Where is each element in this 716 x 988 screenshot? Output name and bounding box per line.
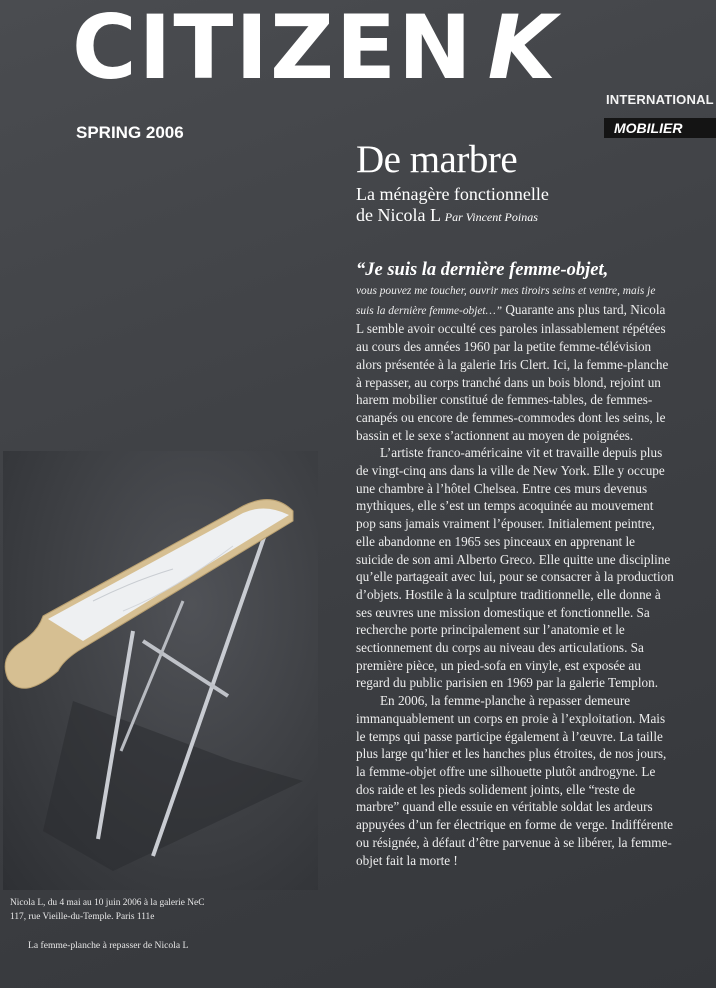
caption-line-1: Nicola L, du 4 mai au 10 juin 2006 à la galerie NeC: [10, 898, 205, 908]
byline: Par Vincent Poinas: [444, 210, 538, 224]
magazine-masthead: [72, 0, 558, 99]
lead-quote: “Je suis la dernière femme-objet,: [356, 260, 609, 280]
paragraph-2: L’artiste franco-américaine vit et travaille depuis plus de vingt-cinq ans dans la ville de New York. Elle y occupe une chambre à l’hôtel Chelsea. Entre ces murs devenus mythiques, elle s’est un temps acoquinée au mouvement pop sans jamais vraiment l’épouser. Initialement peintre, elle abandonne en 1965 ses pinceaux en apprenant le suicide de son ami Alberto Greco. Elle quitte une discipline qu’elle partageait avec lui, pour se consacrer à la production d’objets. Hostile à la sculpture traditionnelle, elle donne à ses œuvres une mission domestique et fonctionnelle. Sa recherche porte principalement sur l’anatomie et le sectionnement du corps au niveau des articulations. Sa première pièce, un pied-sofa en vinyle, est exposée au regard du public parisien en 1969 par la galerie Templon.: [356, 445, 674, 691]
masthead-edition: INTERNATIONAL: [606, 92, 714, 107]
ironing-board-illustration: [3, 451, 318, 890]
masthead-letter: K: [487, 0, 558, 99]
masthead-name: CITIZEN: [72, 0, 474, 99]
artwork-photo: [3, 451, 318, 890]
caption-line-2: 117, rue Vieille-du-Temple. Paris 111e: [10, 912, 155, 922]
article-title: De marbre: [356, 138, 518, 181]
photo-legend: La femme-planche à repasser de Nicola L: [28, 940, 189, 951]
subtitle-line-1: La ménagère fonctionnelle: [356, 184, 549, 204]
article-body: [356, 281, 674, 869]
paragraph-1-text: Quarante ans plus tard, Nicola L semble avoir occulté ces paroles inlassablement répétées au cours des années 1960 par la petite femme-télévision alors présentée à la galerie Iris Clert. Ici, la femme-planche à repasser, au corps tranché dans un bois blond, rejoint un harem mobilier constitué de femmes-tables, de femmes-canapés ou encore de femmes-commodes dont les seins, le bassin et le sexe s’actionnent au moyen de poignées.: [356, 301, 669, 443]
issue-date: SPRING 2006: [76, 123, 184, 142]
subtitle-artist: de Nicola L: [356, 205, 441, 225]
quote-continuation: vous pouvez me toucher, ouvrir mes tiroirs seins et ventre, mais je suis la dernière femme-objet…”: [356, 285, 656, 317]
photo-caption: [10, 896, 310, 924]
subtitle-line-2: [356, 205, 656, 228]
paragraph-1: [356, 281, 674, 444]
paragraph-3: En 2006, la femme-planche à repasser demeure immanquablement un corps en proie à l’exploitation. Mais le temps qui passe participe également à l’œuvre. La taille plus large qu’hier et les hanches plus étroites, de nos jours, la femme-objet offre une silhouette plutôt androgyne. Le dos raide et les pieds solidement joints, elle “reste de marbre” quand elle essuie en véritable soldat les ardeurs appuyées d’un fer électrique en forme de verge. Indifférente ou résignée, à défaut d’être parvenue à se libérer, la femme-objet fait la morte !: [356, 693, 673, 868]
section-label: MOBILIER: [604, 118, 716, 138]
article-subtitle: [356, 184, 656, 228]
